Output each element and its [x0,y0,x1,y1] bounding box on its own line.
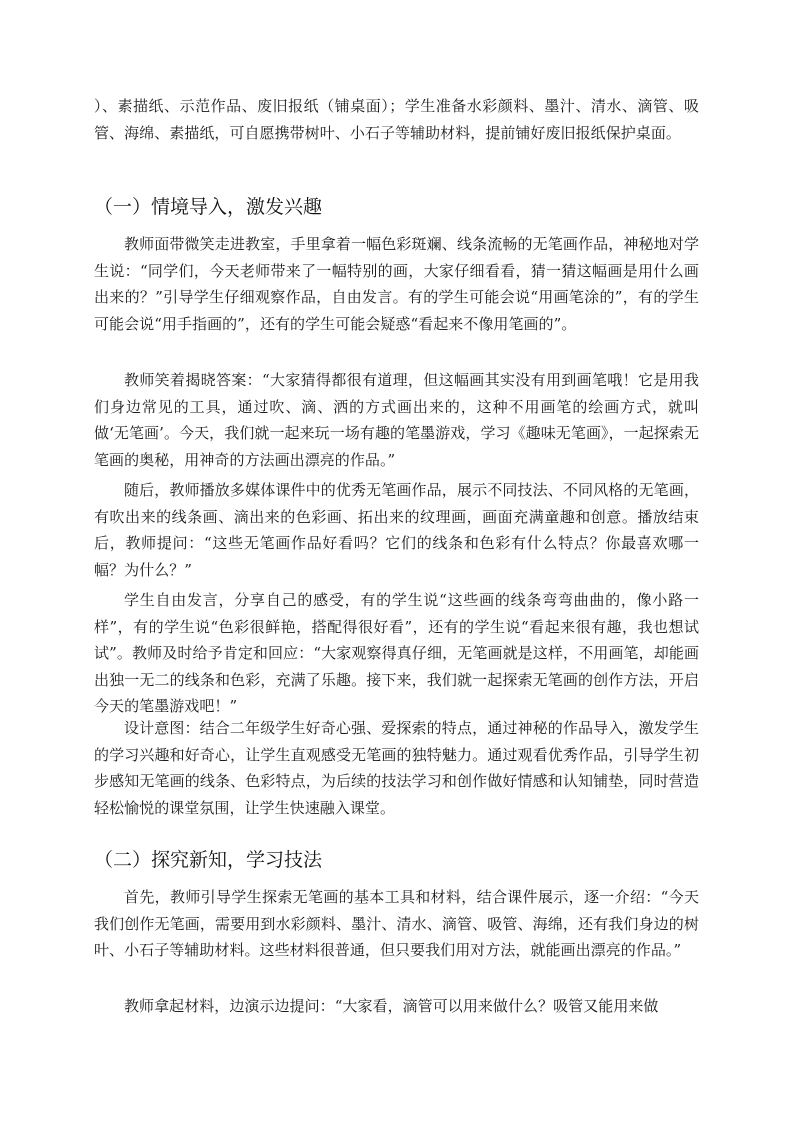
paragraph: 教师笑着揭晓答案：“大家猜得都很有道理，但这幅画其实没有用到画笔哦！它是用我们身边常见的工具，通过吹、滴、洒的方式画出来的，这种不用画笔的绘画方式，就叫做‘无笔画’。今天，我们就一起来玩一场有趣的笔墨游戏，学习《趣味无笔画》，一起探索无笔画的奥秘，用神奇的方法画出漂亮的作品。” [94,371,699,469]
paragraph: 教师面带微笑走进教室，手里拿着一幅色彩斑斓、线条流畅的无笔画作品，神秘地对学生说：“同学们，今天老师带来了一幅特别的画，大家仔细看看，猜一猜这幅画是用什么画出来的？”引导学生仔细观察作品，自由发言。有的学生可能会说“用画笔涂的”，有的学生可能会说“用手指画的”，还有的学生可能会疑惑“看起来不像用笔画的”。 [94,235,699,333]
paragraph: 学生自由发言，分享自己的感受，有的学生说“这些画的线条弯弯曲曲的，像小路一样”，有的学生说“色彩很鲜艳，搭配得很好看”，还有的学生说“看起来很有趣，我也想试试”。教师及时给予肯定和回应：“大家观察得真仔细，无笔画就是这样，不用画笔，却能画出独一无二的线条和色彩，充满了乐趣。接下来，我们就一起探索无笔画的创作方法，开启今天的笔墨游戏吧！” [94,591,699,715]
section-heading-1: （一）情境导入，激发兴趣 [94,196,323,218]
paragraph: 首先，教师引导学生探索无笔画的基本工具和材料，结合课件展示，逐一介绍：“今天我们创作无笔画，需要用到水彩颜料、墨汁、清水、滴管、吸管、海绵，还有我们身边的树叶、小石子等辅助材料。这些材料很普通，但只要我们用对方法，就能画出漂亮的作品。” [94,888,699,959]
paragraph: 设计意图：结合二年级学生好奇心强、爱探索的特点，通过神秘的作品导入，激发学生的学习兴趣和好奇心，让学生直观感受无笔画的独特魅力。通过观看优秀作品，引导学生初步感知无笔画的线条、色彩特点，为后续的技法学习和创作做好情感和认知铺垫，同时营造轻松愉悦的课堂氛围，让学生快速融入课堂。 [94,719,699,817]
intro-paragraph: ）、素描纸、示范作品、废旧报纸（铺桌面）；学生准备水彩颜料、墨汁、清水、滴管、吸管、海绵、素描纸，可自愿携带树叶、小石子等辅助材料，提前铺好废旧报纸保护桌面。 [94,97,699,142]
section-heading-2: （二）探究新知，学习技法 [94,849,323,871]
paragraph: 教师拿起材料，边演示边提问：“大家看，滴管可以用来做什么？吸管又能用来做 [124,997,659,1015]
paragraph: 随后，教师播放多媒体课件中的优秀无笔画作品，展示不同技法、不同风格的无笔画，有吹出来的线条画、滴出来的色彩画、拓出来的纹理画，画面充满童趣和创意。播放结束后，教师提问：“这些无笔画作品好看吗？它们的线条和色彩有什么特点？你最喜欢哪一幅？为什么？” [94,481,699,579]
